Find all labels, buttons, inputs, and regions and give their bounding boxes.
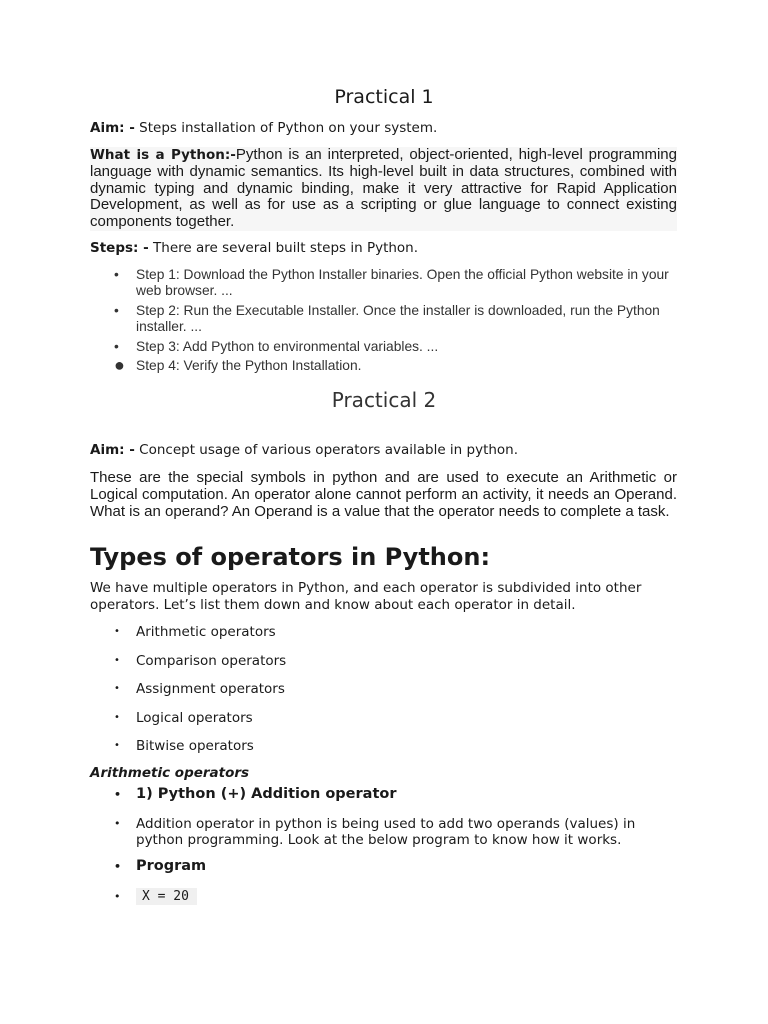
steps-heading — [90, 240, 677, 256]
bullet-icon: • — [114, 683, 120, 694]
operator-name: Arithmetic operators — [136, 624, 276, 640]
step-text: Step 3: Add Python to environmental variables. ... — [136, 339, 439, 354]
list-item — [90, 267, 677, 299]
operator-name: Assignment operators — [136, 681, 285, 697]
types-heading: Types of operators in Python: — [90, 543, 491, 571]
list-item — [90, 355, 677, 375]
list-item — [90, 816, 677, 858]
types-intro: We have multiple operators in Python, and each operator is subdivided into other operators. Let’s list them down and know about each operator in detail. — [90, 580, 642, 613]
step-text: Step 4: Verify the Python Installation. — [136, 358, 362, 373]
bullet-icon: • — [114, 788, 122, 801]
steps-text: There are several built steps in Python. — [148, 240, 419, 256]
practical-1-title: Practical 1 — [334, 86, 434, 108]
list-item — [90, 738, 677, 758]
aim-1-text: Steps installation of Python on your system. — [134, 120, 438, 136]
bullet-icon: • — [114, 267, 119, 282]
list-item — [90, 858, 677, 888]
program-label: Program — [136, 858, 207, 874]
addition-heading: 1) Python (+) Addition operator — [136, 786, 397, 802]
bullet-icon: • — [114, 817, 121, 830]
practical-2-title: Practical 2 — [331, 388, 437, 412]
arithmetic-list — [90, 786, 677, 910]
aim-2-label: Aim: - — [90, 442, 135, 458]
list-item — [90, 681, 677, 710]
bullet-icon: • — [114, 890, 121, 903]
bullet-icon: • — [114, 339, 119, 354]
operators-intro: These are the special symbols in python and are used to execute an Arithmetic or Logical computation. An operator alone cannot perform an activity, it needs an Operand. What is an operand? An Operand is a value that the operator needs to complete a task. — [90, 469, 677, 520]
operator-name: Bitwise operators — [136, 738, 254, 754]
step-text: Step 1: Download the Python Installer binaries. Open the official Python website in your web browser. ... — [136, 267, 669, 298]
arithmetic-heading: Arithmetic operators — [90, 765, 250, 781]
list-item — [90, 339, 677, 355]
list-item — [90, 303, 677, 335]
install-steps-list — [90, 267, 677, 374]
bullet-icon: • — [114, 303, 119, 318]
bullet-icon: • — [114, 626, 120, 637]
code-line: X = 20 — [136, 888, 197, 905]
python-definition-text: Python is an interpreted, object-oriented, high-level programming language with dynamic semantics. Its high-level built in data structures, combined with dynamic typing and dynamic binding, make it very attractive for Rapid Application Development, as well as for use as a scripting or glue language to connect existing components together. — [90, 146, 677, 231]
operator-name: Comparison operators — [136, 652, 287, 669]
bullet-icon: • — [114, 860, 122, 873]
operator-types-list — [90, 624, 677, 758]
aim-1-label: Aim: - — [90, 120, 135, 136]
aim-2 — [90, 442, 677, 458]
bullet-icon: • — [114, 711, 120, 723]
python-definition — [90, 147, 677, 231]
aim-1 — [90, 120, 677, 136]
bullet-icon: ● — [114, 355, 125, 375]
step-text: Step 2: Run the Executable Installer. Once the installer is downloaded, run the Python installer. ... — [136, 303, 660, 334]
aim-2-text: Concept usage of various operators available in python. — [134, 442, 519, 458]
list-item — [90, 888, 677, 910]
list-item — [90, 710, 677, 739]
list-item — [90, 653, 677, 682]
list-item — [90, 786, 677, 816]
steps-label: Steps: - — [90, 240, 149, 256]
bullet-icon: • — [114, 654, 120, 666]
bullet-icon: • — [114, 740, 120, 751]
python-definition-label: What is a Python:- — [90, 147, 236, 163]
operator-name: Logical operators — [136, 709, 253, 726]
addition-text: Addition operator in python is being used to add two operands (values) in python programming. Look at the below program to know how it works. — [136, 816, 636, 848]
list-item — [90, 624, 677, 653]
